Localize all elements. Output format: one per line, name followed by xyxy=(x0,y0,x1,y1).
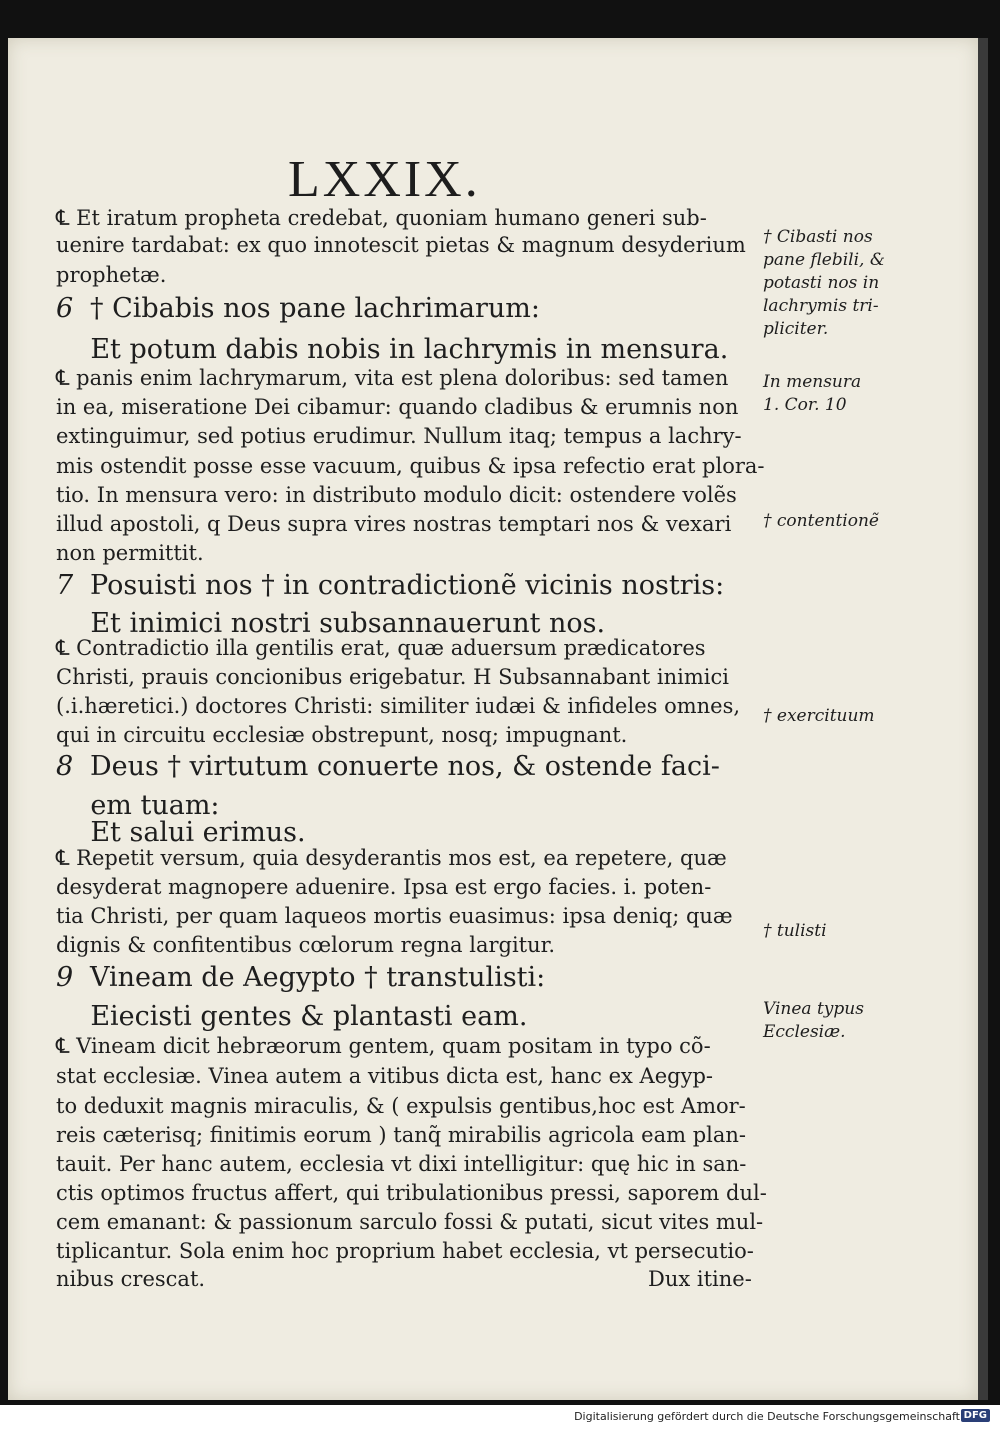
margin-note-line: Ecclesiæ. xyxy=(763,1022,846,1042)
line-text: Et potum dabis nobis in lachrymis in mensura. xyxy=(56,334,729,365)
text-line xyxy=(56,336,728,363)
text-line xyxy=(56,877,711,898)
text-line xyxy=(56,964,545,991)
line-text: tia Christi, per quam laqueos mortis euasimus: ipsa deniq; quæ xyxy=(56,904,733,928)
line-text: reis cæterisq; finitimis eorum ) tanq̃ mirabilis agricola eam plan- xyxy=(56,1123,747,1147)
margin-note xyxy=(763,998,864,1044)
line-text: tio. In mensura vero: in distributo modulo dicit: ostendere volẽs xyxy=(56,483,737,507)
text-line xyxy=(56,610,605,637)
line-text: Deus † virtutum conuerte nos, & ostende faci- xyxy=(90,751,720,782)
line-text: illud apostoli, q Deus supra vires nostras temptari nos & vexari xyxy=(56,512,732,536)
line-text: mis ostendit posse esse vacuum, quibus & ipsa refectio erat plora- xyxy=(56,454,765,478)
line-text: Et salui erimus. xyxy=(56,817,306,848)
text-line xyxy=(56,1269,205,1290)
text-line xyxy=(56,1125,746,1146)
line-text: cem emanant: & passionum sarculo fossi & putati, sicut vites mul- xyxy=(56,1210,764,1234)
line-text: Posuisti nos † in contradictionẽ vicinis nostris: xyxy=(90,570,725,601)
line-text: † Cibabis nos pane lachrimarum: xyxy=(90,293,541,324)
text-line xyxy=(56,295,540,322)
line-text: desyderat magnopere aduenire. Ipsa est ergo facies. i. poten- xyxy=(56,875,712,899)
text-line xyxy=(56,426,742,447)
line-text: in ea, miseratione Dei cibamur: quando cladibus & erumnis non xyxy=(56,395,739,419)
line-text: dignis & confitentibus cœlorum regna largitur. xyxy=(56,933,556,957)
text-line xyxy=(56,1036,711,1057)
folio-number: LXXIX. xyxy=(288,151,481,208)
text-line xyxy=(56,572,724,599)
margin-note-line: † Cibasti nos xyxy=(763,227,873,247)
text-line xyxy=(56,1066,713,1087)
page-edge xyxy=(978,38,988,1400)
line-text: prophetæ. xyxy=(56,263,167,287)
line-text: ℄ Vineam dicit hebræorum gentem, quam positam in typo cõ- xyxy=(56,1034,711,1058)
text-line xyxy=(56,638,706,659)
margin-note xyxy=(763,226,885,341)
text-line xyxy=(56,485,737,506)
line-text: ℄ Et iratum propheta credebat, quoniam humano generi sub- xyxy=(56,206,707,230)
margin-note-line: Vinea typus xyxy=(763,999,864,1019)
text-line xyxy=(56,208,707,229)
text-line xyxy=(56,848,727,869)
text-line xyxy=(56,543,204,564)
margin-note-line: potasti nos in xyxy=(763,273,880,293)
margin-note xyxy=(763,371,861,417)
text-line xyxy=(56,456,765,477)
line-text: to deduxit magnis miraculis, & ( expulsis gentibus,hoc est Amor- xyxy=(56,1094,746,1118)
text-line xyxy=(56,667,729,688)
line-text: Christi, prauis concionibus erigebatur. H Subsannabant inimici xyxy=(56,665,729,689)
line-text: qui in circuitu ecclesiæ obstrepunt, nosq; impugnant. xyxy=(56,723,628,747)
book-page xyxy=(8,38,978,1400)
text-line xyxy=(56,235,746,256)
text-line xyxy=(56,906,733,927)
text-line xyxy=(56,1154,746,1175)
line-text: ℄ panis enim lachrymarum, vita est plena doloribus: sed tamen xyxy=(56,366,729,390)
line-text: tauit. Per hanc autem, ecclesia vt dixi intelligitur: quę hic in san- xyxy=(56,1152,747,1176)
line-text: Eiecisti gentes & plantasti eam. xyxy=(56,1001,528,1032)
text-line xyxy=(56,1212,763,1233)
line-text: Et inimici nostri subsannauerunt nos. xyxy=(56,608,606,639)
verse-number: 9 xyxy=(56,962,74,993)
text-line xyxy=(56,1241,754,1262)
text-line xyxy=(56,819,306,846)
margin-note-line: † tulisti xyxy=(763,921,827,941)
text-line xyxy=(56,1003,527,1030)
line-text: ℄ Contradictio illa gentilis erat, quæ aduersum prædicatores xyxy=(56,636,706,660)
margin-note-line: pliciter. xyxy=(763,319,829,339)
text-line xyxy=(56,368,728,389)
verse-number: 8 xyxy=(56,751,74,782)
footer-credit: Digitalisierung gefördert durch die Deutsche Forschungsgemeinschaft xyxy=(574,1410,960,1423)
line-text: em tuam: xyxy=(56,790,220,821)
verse-number: 6 xyxy=(56,293,74,324)
line-text: uenire tardabat: ex quo innotescit pietas & magnum desyderium xyxy=(56,233,746,257)
line-text: non permittit. xyxy=(56,541,204,565)
margin-note-line: In mensura xyxy=(763,372,862,392)
margin-note-line: 1. Cor. 10 xyxy=(763,395,847,415)
text-line xyxy=(56,753,720,780)
catchword: Dux itine- xyxy=(648,1267,752,1291)
margin-note-line: lachrymis tri- xyxy=(763,296,879,316)
line-text: stat ecclesiæ. Vinea autem a vitibus dicta est, hanc ex Aegyp- xyxy=(56,1064,713,1088)
line-text: ℄ Repetit versum, quia desyderantis mos est, ea repetere, quæ xyxy=(56,846,727,870)
line-text: ctis optimos fructus affert, qui tribulationibus pressi, saporem dul- xyxy=(56,1181,767,1205)
margin-note xyxy=(763,920,827,943)
text-line xyxy=(56,265,166,286)
text-line xyxy=(56,696,740,717)
line-text: Vineam de Aegypto † transtulisti: xyxy=(90,962,546,993)
verse-number: 7 xyxy=(56,570,74,601)
line-text: extinguimur, sed potius erudimur. Nullum itaq; tempus a lachry- xyxy=(56,424,742,448)
text-line xyxy=(56,1096,746,1117)
text-line xyxy=(56,792,220,819)
text-line xyxy=(56,935,555,956)
margin-note xyxy=(763,510,879,533)
text-line xyxy=(56,725,627,746)
footer-bar xyxy=(0,1405,1000,1429)
margin-note-line: pane flebili, & xyxy=(763,250,885,270)
margin-note-line: † exercituum xyxy=(763,706,875,726)
margin-note xyxy=(763,705,875,728)
dfg-logo: DFG xyxy=(961,1409,990,1422)
line-text: nibus crescat. xyxy=(56,1267,206,1291)
text-line xyxy=(56,397,738,418)
line-text: tiplicantur. Sola enim hoc proprium habet ecclesia, vt persecutio- xyxy=(56,1239,754,1263)
text-line xyxy=(56,514,731,535)
line-text: (.i.hæretici.) doctores Christi: similiter iudæi & infideles omnes, xyxy=(56,694,741,718)
text-line xyxy=(56,1183,767,1204)
margin-note-line: † contentionẽ xyxy=(763,511,879,531)
